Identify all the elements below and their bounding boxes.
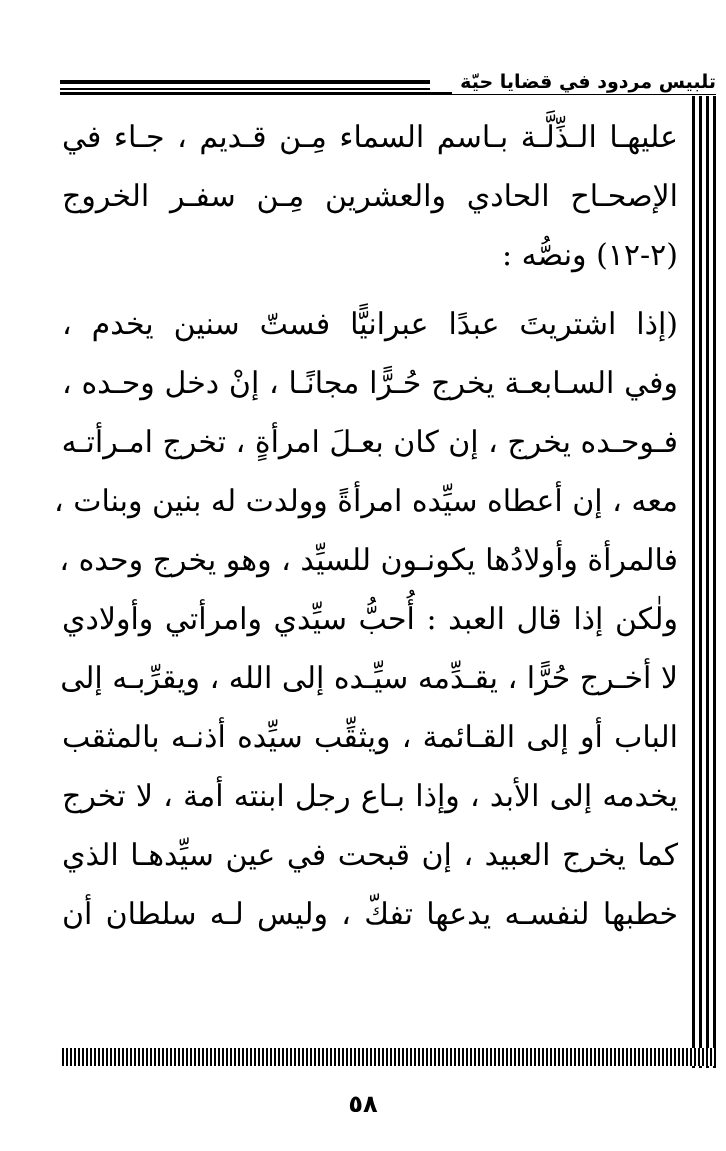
side-border-bar <box>699 96 702 1068</box>
text-line: (إذا اشتريتَ عبدًا عبرانيًّا فستّ سنين يخدم ، <box>62 307 678 342</box>
text-line: فالمرأة وأولادُها يكونـون للسيِّد ، وهو يخرج وحده ، <box>59 543 678 578</box>
paragraph-gap <box>62 285 678 295</box>
page-number: ٥٨ <box>348 1090 378 1118</box>
text-line: الإصحـاح الحادي والعشرين مِـن سفـر الخروج <box>62 179 678 214</box>
text-line: لا أخـرج حُرًّا ، يقـدِّمه سيِّـده إلى الله ، ويقرِّبـه إلى <box>60 661 678 696</box>
body-text <box>54 108 678 944</box>
footer-rule <box>62 1048 716 1066</box>
text-line: خطبها لنفسـه يدعها تفكّ ، وليس لـه سلطان أن <box>62 897 678 932</box>
text-line: فـوحـده يخرج ، إن كان بعـلَ امرأةٍ ، تخرج امـرأتـه <box>61 425 678 460</box>
text-line: الباب أو إلى القـائمة ، ويثقِّب سيِّده أذنـه بالمثقب <box>62 720 678 755</box>
text-line: ولٰكن إذا قال العبد : أُحبُّ سيِّدي وامرأتي وأولادي <box>62 602 678 637</box>
text-line: وفي السـابعـة يخرج حُـرًّا مجانًـا ، إنْ دخل وحـده ، <box>62 366 678 401</box>
side-border-bar <box>706 96 709 1068</box>
running-header-title: تلبيس مردود في قضايا حيّة <box>452 70 716 94</box>
text-line: يخدمه إلى الأبد ، وإذا بـاع رجل ابنته أمة ، لا تخرج <box>62 779 678 814</box>
text-line: (٢-١٢) ونصُّه : <box>501 238 678 273</box>
text-line: كما يخرج العبيد ، إن قبحت في عين سيِّدهـا الذي <box>62 838 678 873</box>
side-border-bar <box>713 96 716 1068</box>
running-header <box>60 70 716 100</box>
side-border-bar <box>692 96 695 1068</box>
header-rule-top <box>60 80 430 90</box>
text-line: معه ، إن أعطاه سيِّده امرأةً وولدت له بنين وبنات ، <box>54 484 678 519</box>
text-line: عليهـا الـذِّلَّـة بـاسم السماء مِـن قـديم ، جـاء في <box>62 120 678 155</box>
